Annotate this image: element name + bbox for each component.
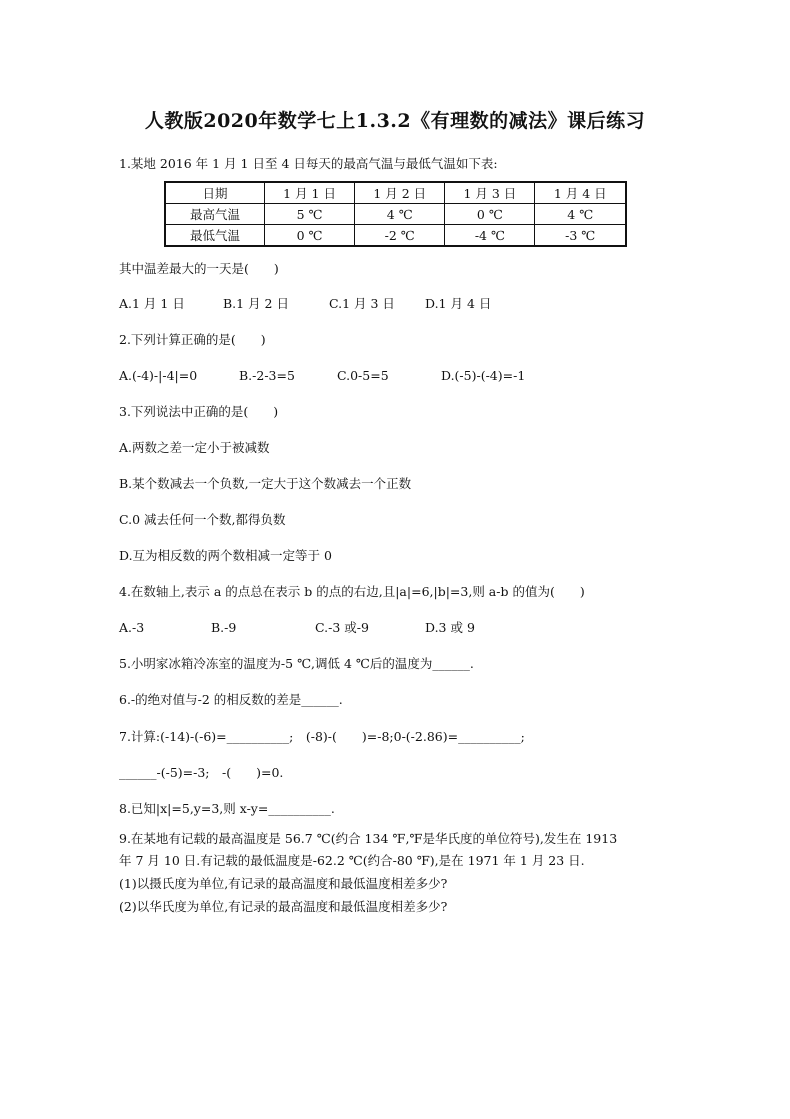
table-header-cell: 1 月 2 日 bbox=[355, 182, 445, 204]
option-a: A.1 月 1 日 bbox=[119, 296, 185, 311]
table-header-cell: 1 月 3 日 bbox=[445, 182, 535, 204]
q9-line-2: 年 7 月 10 日.有记载的最低温度是-62.2 ℃(约合-80 ℉),是在 1971 年 1 月 23 日. bbox=[119, 853, 585, 868]
option-d: D.(-5)-(-4)=-1 bbox=[441, 368, 526, 383]
option-c: C.-3 或-9 bbox=[315, 620, 369, 635]
q4-options bbox=[119, 620, 475, 636]
q3-option-a: A.两数之差一定小于被减数 bbox=[119, 440, 270, 455]
q5-stem: 5.小明家冰箱冷冻室的温度为-5 ℃,调低 4 ℃后的温度为______. bbox=[119, 656, 474, 671]
q1-options bbox=[119, 296, 491, 312]
table-row bbox=[165, 182, 626, 204]
table-cell: 最高气温 bbox=[165, 204, 265, 225]
option-d: D.3 或 9 bbox=[425, 620, 475, 635]
page-title: 人教版2020年数学七上1.3.2《有理数的减法》课后练习 bbox=[144, 110, 646, 132]
table-cell: 最低气温 bbox=[165, 225, 265, 247]
table-header-cell: 1 月 1 日 bbox=[265, 182, 355, 204]
q7-line-1: 7.计算:(-14)-(-6)=__________; (-8)-( )=-8;0-(-2.86)=__________; bbox=[119, 729, 525, 744]
q3-option-c: C.0 减去任何一个数,都得负数 bbox=[119, 512, 286, 527]
table-row bbox=[165, 225, 626, 247]
q1-question: 其中温差最大的一天是( ) bbox=[119, 261, 279, 276]
q3-option-d: D.互为相反数的两个数相减一定等于 0 bbox=[119, 548, 332, 563]
option-d: D.1 月 4 日 bbox=[425, 296, 492, 311]
q9-line-1: 9.在某地有记载的最高温度是 56.7 ℃(约合 134 ℉,℉是华氏度的单位符号),发生在 1913 bbox=[119, 831, 618, 846]
table-cell: 4 ℃ bbox=[535, 204, 626, 225]
q1-stem: 1.某地 2016 年 1 月 1 日至 4 日每天的最高气温与最低气温如下表: bbox=[119, 156, 498, 171]
table-cell: -3 ℃ bbox=[535, 225, 626, 247]
option-b: B.-2-3=5 bbox=[239, 368, 295, 383]
option-c: C.1 月 3 日 bbox=[329, 296, 395, 311]
option-a: A.(-4)-|-4|=0 bbox=[119, 368, 198, 383]
table-header-cell: 日期 bbox=[165, 182, 265, 204]
q4-stem: 4.在数轴上,表示 a 的点总在表示 b 的点的右边,且|a|=6,|b|=3,则 a-b 的值为( ) bbox=[119, 584, 585, 599]
table-cell: 0 ℃ bbox=[445, 204, 535, 225]
q6-stem: 6.-的绝对值与-2 的相反数的差是______. bbox=[119, 692, 343, 707]
table-row bbox=[165, 204, 626, 225]
table-cell: 4 ℃ bbox=[355, 204, 445, 225]
table-cell: -2 ℃ bbox=[355, 225, 445, 247]
table-cell: -4 ℃ bbox=[445, 225, 535, 247]
q8-stem: 8.已知|x|=5,y=3,则 x-y=__________. bbox=[119, 801, 335, 816]
option-c: C.0-5=5 bbox=[337, 368, 389, 383]
option-a: A.-3 bbox=[119, 620, 145, 635]
q9-subquestion-1: (1)以摄氏度为单位,有记录的最高温度和最低温度相差多少? bbox=[119, 876, 448, 891]
q7-line-2: ______-(-5)=-3; -( )=0. bbox=[119, 765, 284, 780]
q2-stem: 2.下列计算正确的是( ) bbox=[119, 332, 266, 347]
option-b: B.1 月 2 日 bbox=[223, 296, 289, 311]
option-b: B.-9 bbox=[211, 620, 237, 635]
table-cell: 0 ℃ bbox=[265, 225, 355, 247]
table-header-cell: 1 月 4 日 bbox=[535, 182, 626, 204]
table-cell: 5 ℃ bbox=[265, 204, 355, 225]
temperature-table bbox=[164, 181, 627, 247]
q9-subquestion-2: (2)以华氏度为单位,有记录的最高温度和最低温度相差多少? bbox=[119, 899, 448, 914]
q3-stem: 3.下列说法中正确的是( ) bbox=[119, 404, 279, 419]
q3-option-b: B.某个数减去一个负数,一定大于这个数减去一个正数 bbox=[119, 476, 412, 491]
q2-options bbox=[119, 368, 525, 384]
